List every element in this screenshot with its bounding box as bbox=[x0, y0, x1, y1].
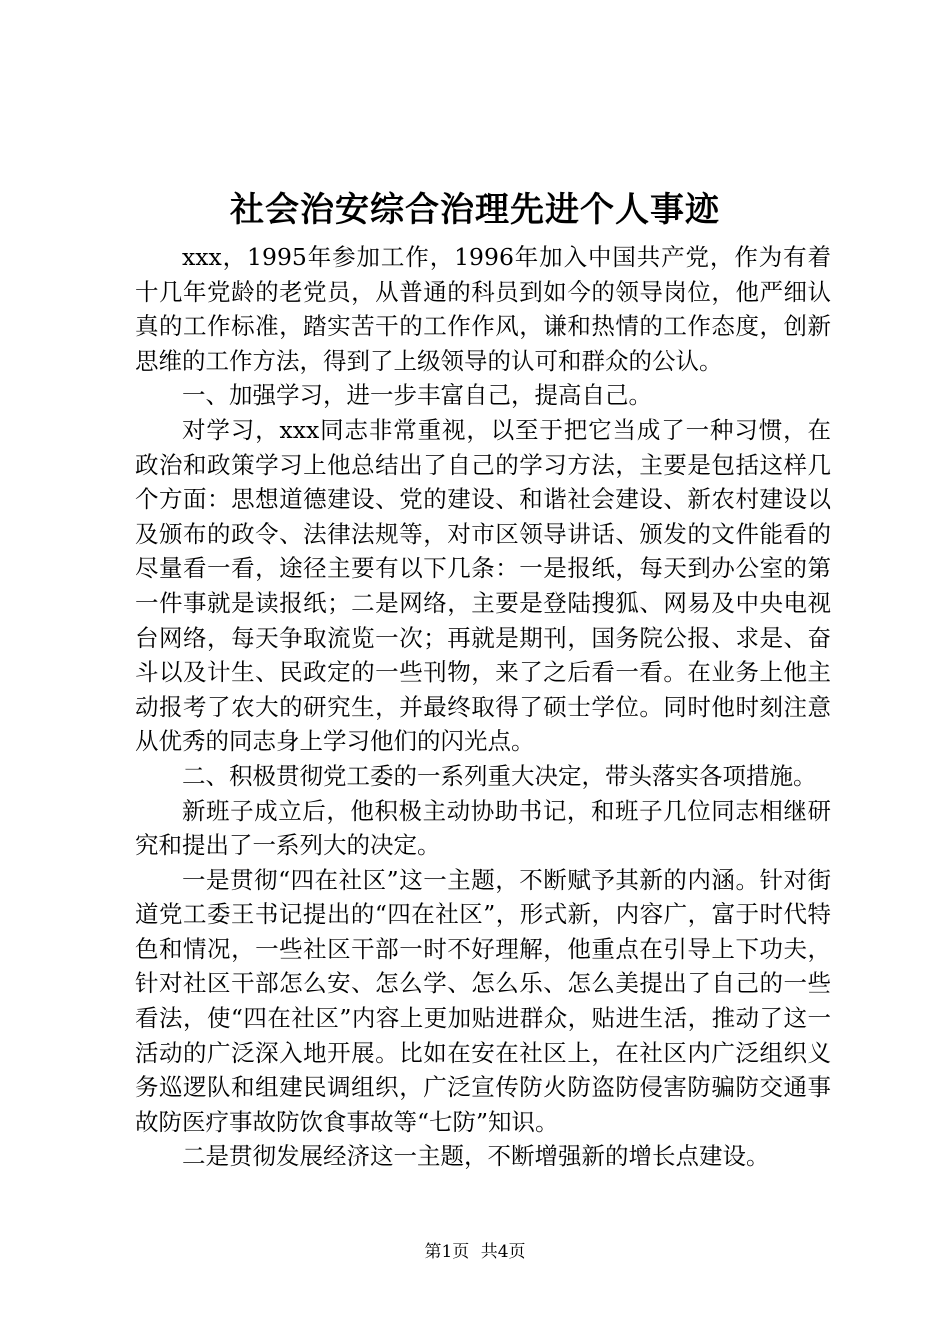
page-number: 第1页 bbox=[424, 1242, 470, 1262]
paragraph-economy: 二是贯彻发展经济这一主题，不断增强新的增长点建设。 bbox=[182, 1142, 770, 1171]
paragraph-study: 对学习，xxx同志非常重视，以至于把它当成了一种习惯，在政治和政策学习上他总结出了自己的学习方法，主要是包括这样几个方面：思想道德建设、党的建设、和谐社会建设、新农村建设以及颁布的政令、法律法规等，对市区领导讲话、颁发的文件能看的尽量看一看，途径主要有以下几条：一是报纸，每天到办公室的第一件事就是读报纸；二是网络，主要是登陆搜狐、网易及中央电视台网络，每天争取流览一次；再就是期刊，国务院公报、求是、奋斗以及计生、民政定的一些刊物，来了之后看一看。在业务上他主动报考了农大的研究生，并最终取得了硕士学位。同时他时刻注意从优秀的同志身上学习他们的闪光点。 bbox=[135, 415, 831, 756]
document-body bbox=[135, 240, 831, 1174]
page-footer bbox=[0, 1240, 950, 1264]
page-total: 共4页 bbox=[480, 1242, 526, 1262]
section-heading-1: 一、加强学习，进一步丰富自己，提高自己。 bbox=[182, 381, 652, 410]
section-heading-2: 二、积极贯彻党工委的一系列重大决定，带头落实各项措施。 bbox=[182, 761, 817, 790]
paragraph-new-team: 新班子成立后，他积极主动协助书记，和班子几位同志相继研究和提出了一系列大的决定。 bbox=[135, 796, 831, 860]
page-title: 社会治安综合治理先进个人事迹 bbox=[230, 190, 720, 230]
paragraph-four-in-community: 一是贯彻“四在社区”这一主题，不断赋予其新的内涵。针对街道党工委王书记提出的“四在社区”，形式新，内容广，富于时代特色和情况，一些社区干部一时不好理解，他重点在引导上下功夫，针对社区干部怎么安、怎么学、怎么乐、怎么美提出了自己的一些看法，使“四在社区”内容上更加贴进群众，贴进生活，推动了这一活动的广泛深入地开展。比如在安在社区上，在社区内广泛组织义务巡逻队和组建民调组织，广泛宣传防火防盗防侵害防骗防交通事故防医疗事故防饮食事故等“七防”知识。 bbox=[135, 865, 831, 1136]
paragraph-intro: xxx，1995年参加工作，1996年加入中国共产党，作为有着十几年党龄的老党员，从普通的科员到如今的领导岗位，他严细认真的工作标准，踏实苦干的工作作风，谦和热情的工作态度，创新思维的工作方法，得到了上级领导的认可和群众的公认。 bbox=[135, 243, 831, 375]
